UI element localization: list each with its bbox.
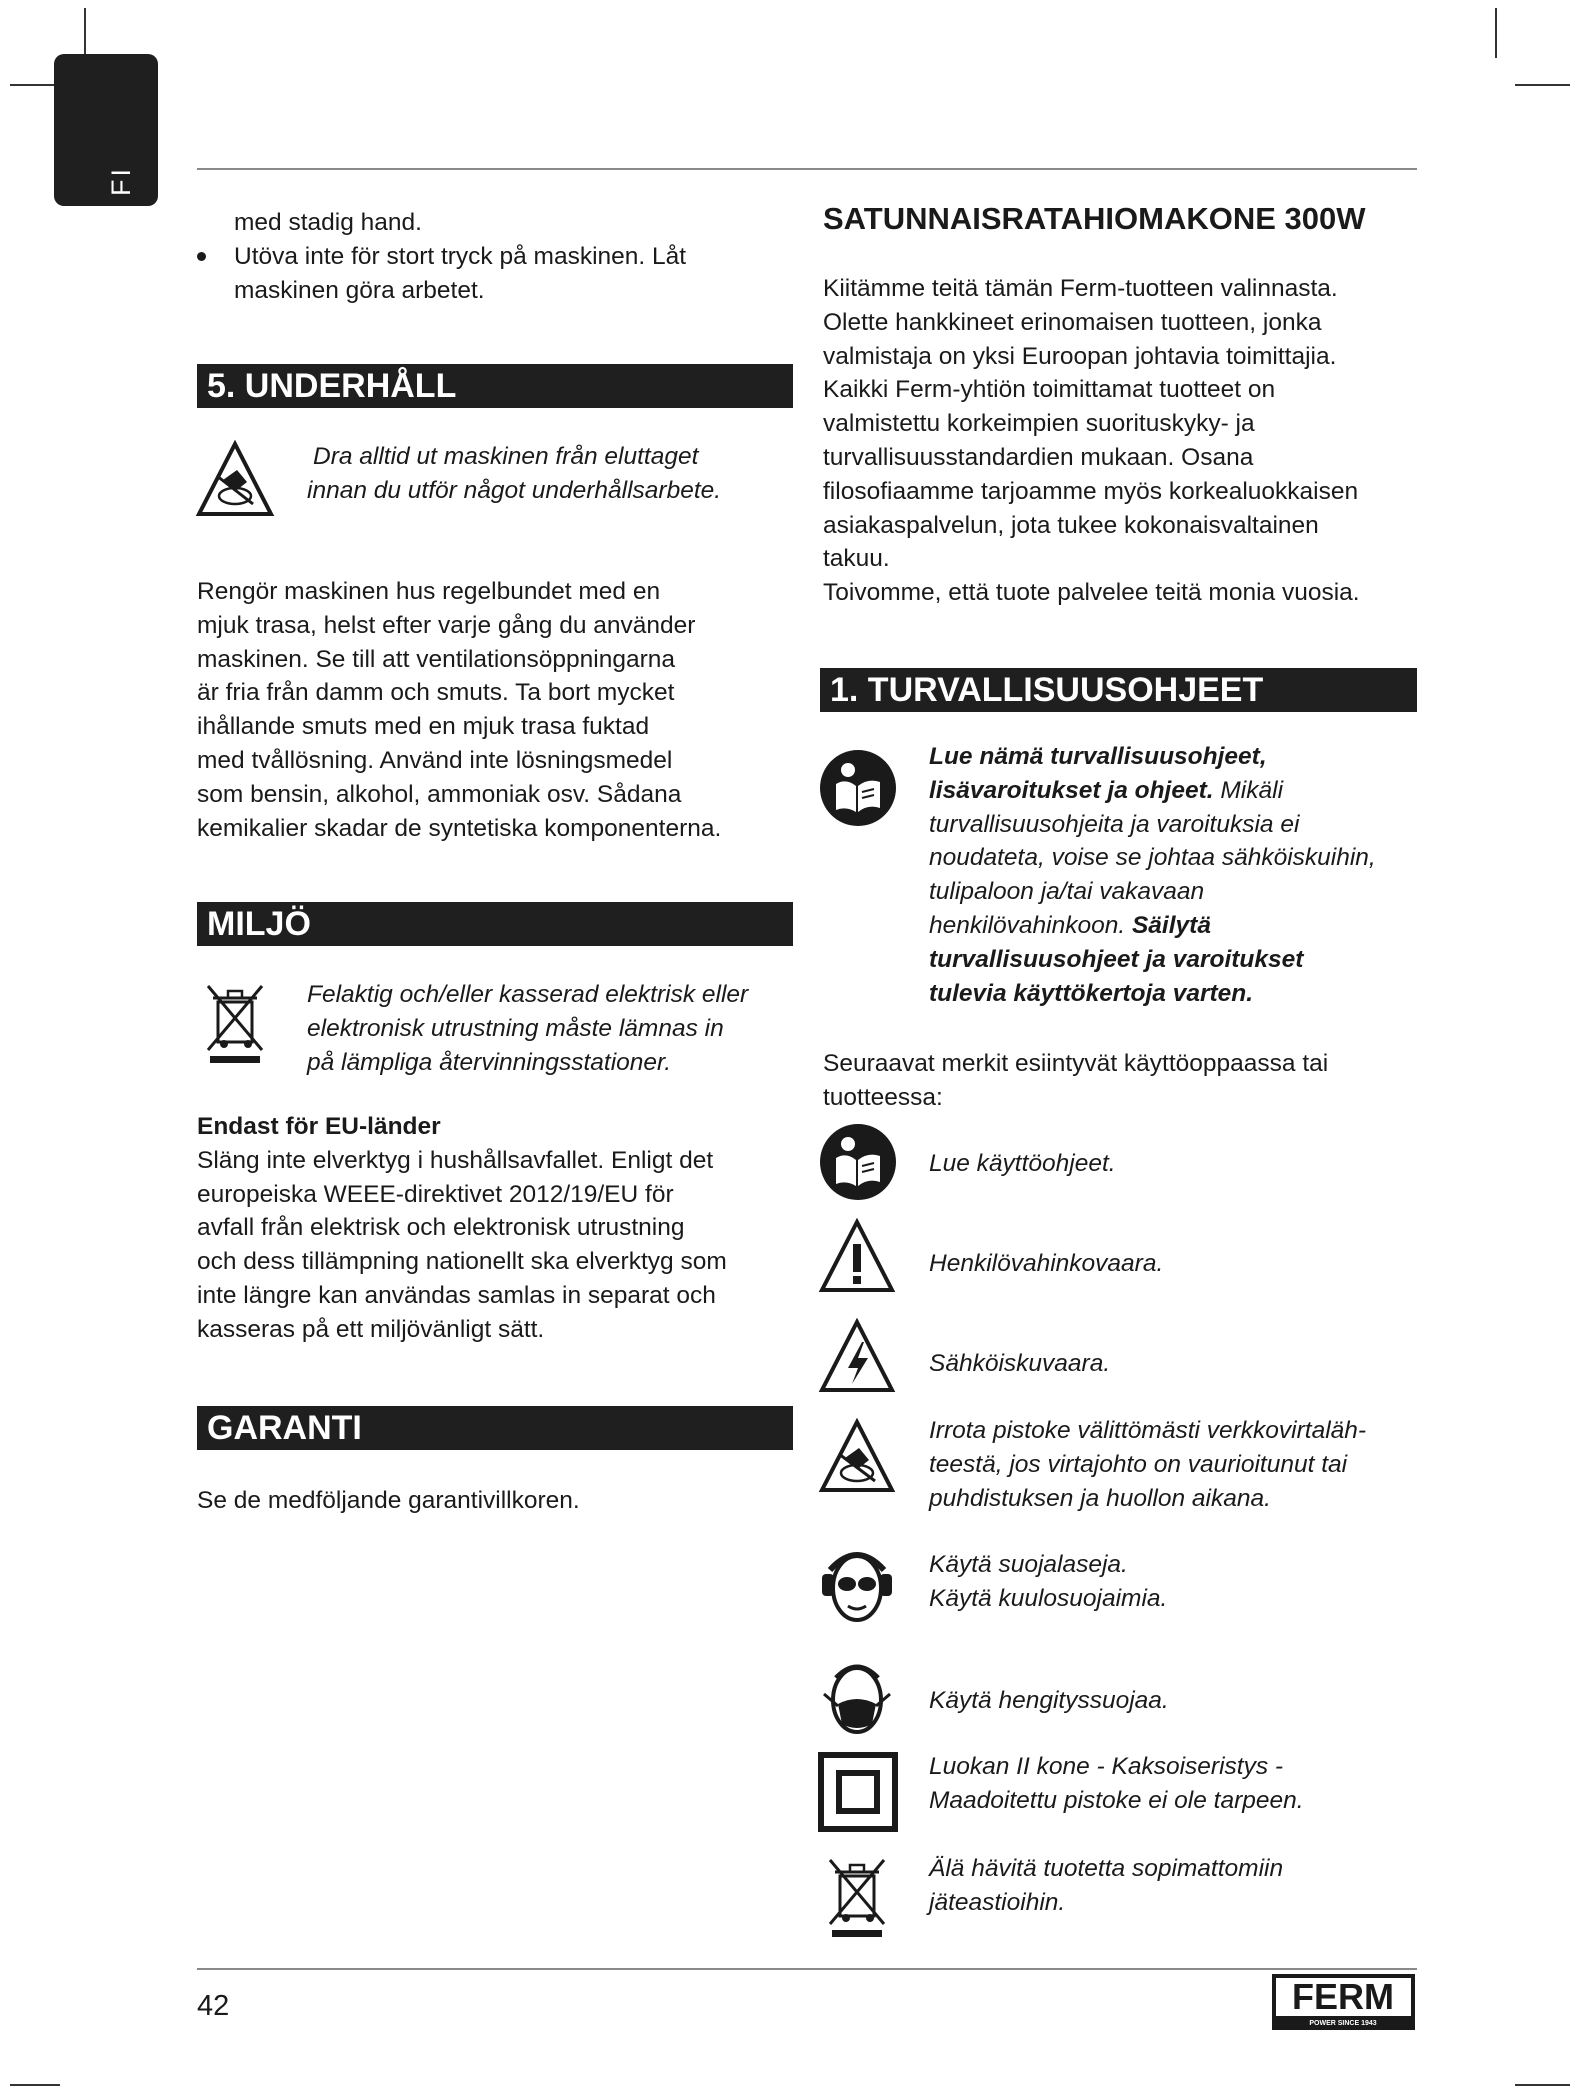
warning-line: tulevia käyttökertoja varten. bbox=[929, 979, 1254, 1007]
symbol-line: Älä hävitä tuotetta sopimattomiin bbox=[929, 1855, 1284, 1882]
symbol-line: Käytä kuulosuojaimia. bbox=[929, 1584, 1168, 1612]
crop-mark bbox=[1515, 2084, 1570, 2086]
body-line: mjuk trasa, helst efter varje gång du använder bbox=[197, 611, 696, 639]
bullet-item bbox=[197, 240, 797, 308]
body-line: Toivomme, että tuote palvelee teitä monia vuosia. bbox=[823, 579, 1360, 607]
body-line: kasseras på ett miljövänligt sätt. bbox=[197, 1315, 545, 1343]
body-line: som bensin, alkohol, ammoniak osv. Sådana bbox=[197, 780, 682, 808]
body-line: tuotteessa: bbox=[823, 1083, 943, 1111]
respirator-icon bbox=[818, 1656, 896, 1744]
warning-line: turvallisuusohjeita ja varoituksia ei bbox=[929, 810, 1300, 838]
body-line: Seuraavat merkit esiintyvät käyttöoppaassa tai bbox=[823, 1050, 1329, 1077]
symbol-line: Käytä suojalaseja. bbox=[929, 1551, 1128, 1578]
symbol-line: Maadoitettu pistoke ei ole tarpeen. bbox=[929, 1786, 1304, 1814]
symbol-eyes-ears-text bbox=[929, 1548, 1429, 1616]
note-line: på lämpliga återvinningsstationer. bbox=[307, 1048, 672, 1076]
symbol-line: jäteastioihin. bbox=[929, 1888, 1066, 1916]
right-intro bbox=[823, 272, 1423, 610]
bottom-rule bbox=[197, 1968, 1417, 1970]
warning-bold: lisävaroitukset ja ohjeet. bbox=[929, 776, 1214, 804]
weee-bin-icon bbox=[200, 980, 270, 1064]
warning-line: Dra alltid ut maskinen från eluttaget bbox=[313, 443, 699, 470]
symbols-intro bbox=[823, 1047, 1423, 1115]
bullet-line: maskinen göra arbetet. bbox=[234, 276, 485, 304]
language-tab bbox=[54, 54, 158, 206]
ferm-logo bbox=[1272, 1972, 1415, 2032]
warning-line: tulipaloon ja/tai vakavaan bbox=[929, 878, 1205, 906]
underhall-body bbox=[197, 575, 797, 845]
body-line: maskinen. Se till att ventilationsöppningarna bbox=[197, 645, 676, 673]
underhall-warning bbox=[307, 440, 787, 508]
warning-triangle-icon bbox=[818, 1218, 896, 1294]
body-line: kemikalier skadar de syntetiska komponenterna. bbox=[197, 814, 722, 842]
warning-line: turvallisuusohjeet ja varoitukset bbox=[929, 945, 1304, 973]
body-line: är fria från damm och smuts. Ta bort mycket bbox=[197, 679, 675, 707]
symbol-line: teestä, jos virtajohto on vaurioitunut tai bbox=[929, 1450, 1348, 1478]
symbol-label: Lue käyttöohjeet. bbox=[929, 1150, 1116, 1177]
warning-line: noudateta, voise se johtaa sähköiskuihin, bbox=[929, 844, 1376, 872]
body-line: europeiska WEEE-direktivet 2012/19/EU för bbox=[197, 1180, 674, 1208]
bullet-line: Utöva inte för stort tryck på maskinen. Låt bbox=[234, 242, 687, 270]
section-heading-underhall: 5. UNDERHÅLL bbox=[197, 364, 793, 408]
body-line: med tvållösning. Använd inte lösningsmedel bbox=[197, 746, 673, 774]
page-number: 42 bbox=[197, 1990, 230, 2022]
symbol-label: Käytä hengityssuojaa. bbox=[929, 1687, 1169, 1714]
logo-wordmark: FERM bbox=[1292, 1976, 1394, 2017]
body-line: inte längre kan användas samlas in separat och bbox=[197, 1281, 716, 1309]
body-line: och dess tillämpning nationellt ska elverktyg som bbox=[197, 1248, 727, 1276]
body-line: Släng inte elverktyg i hushållsavfallet. Enligt det bbox=[197, 1146, 714, 1174]
symbol-line: Irrota pistoke välittömästi verkkovirtaläh- bbox=[929, 1417, 1367, 1444]
eu-section bbox=[197, 1110, 807, 1347]
crop-mark bbox=[10, 84, 60, 86]
electric-shock-icon bbox=[818, 1318, 896, 1394]
bullet-dot bbox=[197, 252, 206, 261]
crop-mark bbox=[84, 8, 86, 58]
crop-mark bbox=[1495, 8, 1497, 58]
warning-text: henkilövahinkoon. bbox=[929, 911, 1132, 939]
top-rule bbox=[197, 168, 1417, 170]
language-tab-label: FI bbox=[106, 166, 136, 196]
body-line: Kiitämme teitä tämän Ferm-tuotteen valinnasta. bbox=[823, 275, 1338, 302]
safety-warning bbox=[929, 740, 1429, 1010]
body-line: turvallisuusstandardien mukaan. Osana bbox=[823, 443, 1254, 471]
product-title: SATUNNAISRATAHIOMAKONE 300W bbox=[823, 201, 1366, 236]
left-intro bbox=[197, 206, 797, 307]
body-line: valmistaja on yksi Euroopan johtavia toimittajia. bbox=[823, 342, 1337, 370]
symbol-label: Henkilövahinkovaara. bbox=[929, 1250, 1164, 1277]
eu-title: Endast för EU-länder bbox=[197, 1113, 441, 1140]
weee-bin-icon bbox=[822, 1854, 892, 1938]
read-manual-icon bbox=[818, 748, 898, 828]
crop-mark bbox=[10, 2084, 60, 2086]
logo-subline: POWER SINCE 1943 bbox=[1309, 2020, 1377, 2027]
body-line: valmistettu korkeimpien suorituskyky- ja bbox=[823, 410, 1255, 438]
body-line: filosofiaamme tarjoamme myös korkealuokkaisen bbox=[823, 477, 1359, 505]
body-line: ihållande smuts med en mjuk trasa fuktad bbox=[197, 713, 650, 741]
crop-mark bbox=[1515, 84, 1570, 86]
warning-bold: Säilytä bbox=[1131, 911, 1211, 939]
note-line: Felaktig och/eller kasserad elektrisk eller bbox=[307, 981, 749, 1008]
section-heading-miljo: MILJÖ bbox=[197, 902, 793, 946]
warning-line: Lue nämä turvallisuusohjeet, bbox=[929, 743, 1267, 770]
warning-line: innan du utför något underhållsarbete. bbox=[307, 476, 722, 504]
section-heading-turvallisuusohjeet: 1. TURVALLISUUSOHJEET bbox=[820, 668, 1417, 712]
garanti-body bbox=[197, 1484, 797, 1518]
body-line: Rengör maskinen hus regelbundet med en bbox=[197, 578, 661, 605]
double-insulation-icon bbox=[818, 1752, 898, 1832]
unplug-warning-icon bbox=[818, 1418, 896, 1494]
body-line: Se de medföljande garantivillkoren. bbox=[197, 1487, 580, 1514]
safety-glasses-ear-protection-icon bbox=[818, 1540, 896, 1630]
body-line: Olette hankkineet erinomaisen tuotteen, jonka bbox=[823, 308, 1322, 336]
section-heading-garanti: GARANTI bbox=[197, 1406, 793, 1450]
body-line: Kaikki Ferm-yhtiön toimittamat tuotteet on bbox=[823, 376, 1276, 404]
miljo-note bbox=[307, 978, 797, 1079]
symbol-class2-text bbox=[929, 1750, 1429, 1818]
read-manual-icon bbox=[818, 1122, 898, 1202]
body-line: takuu. bbox=[823, 545, 890, 573]
symbol-line: puhdistuksen ja huollon aikana. bbox=[929, 1484, 1271, 1512]
symbol-unplug-text bbox=[929, 1414, 1429, 1515]
symbol-weee-text bbox=[929, 1852, 1429, 1920]
body-line: avfall från elektrisk och elektronisk utrustning bbox=[197, 1214, 685, 1242]
note-line: elektronisk utrustning måste lämnas in bbox=[307, 1014, 724, 1042]
symbol-label: Sähköiskuvaara. bbox=[929, 1350, 1111, 1377]
symbol-line: Luokan II kone - Kaksoiseristys - bbox=[929, 1753, 1284, 1780]
warning-text: Mikäli bbox=[1213, 776, 1284, 804]
body-line: asiakaspalvelun, jota tukee kokonaisvaltainen bbox=[823, 511, 1319, 539]
unplug-warning-icon bbox=[195, 440, 275, 518]
intro-line: med stadig hand. bbox=[234, 209, 422, 236]
